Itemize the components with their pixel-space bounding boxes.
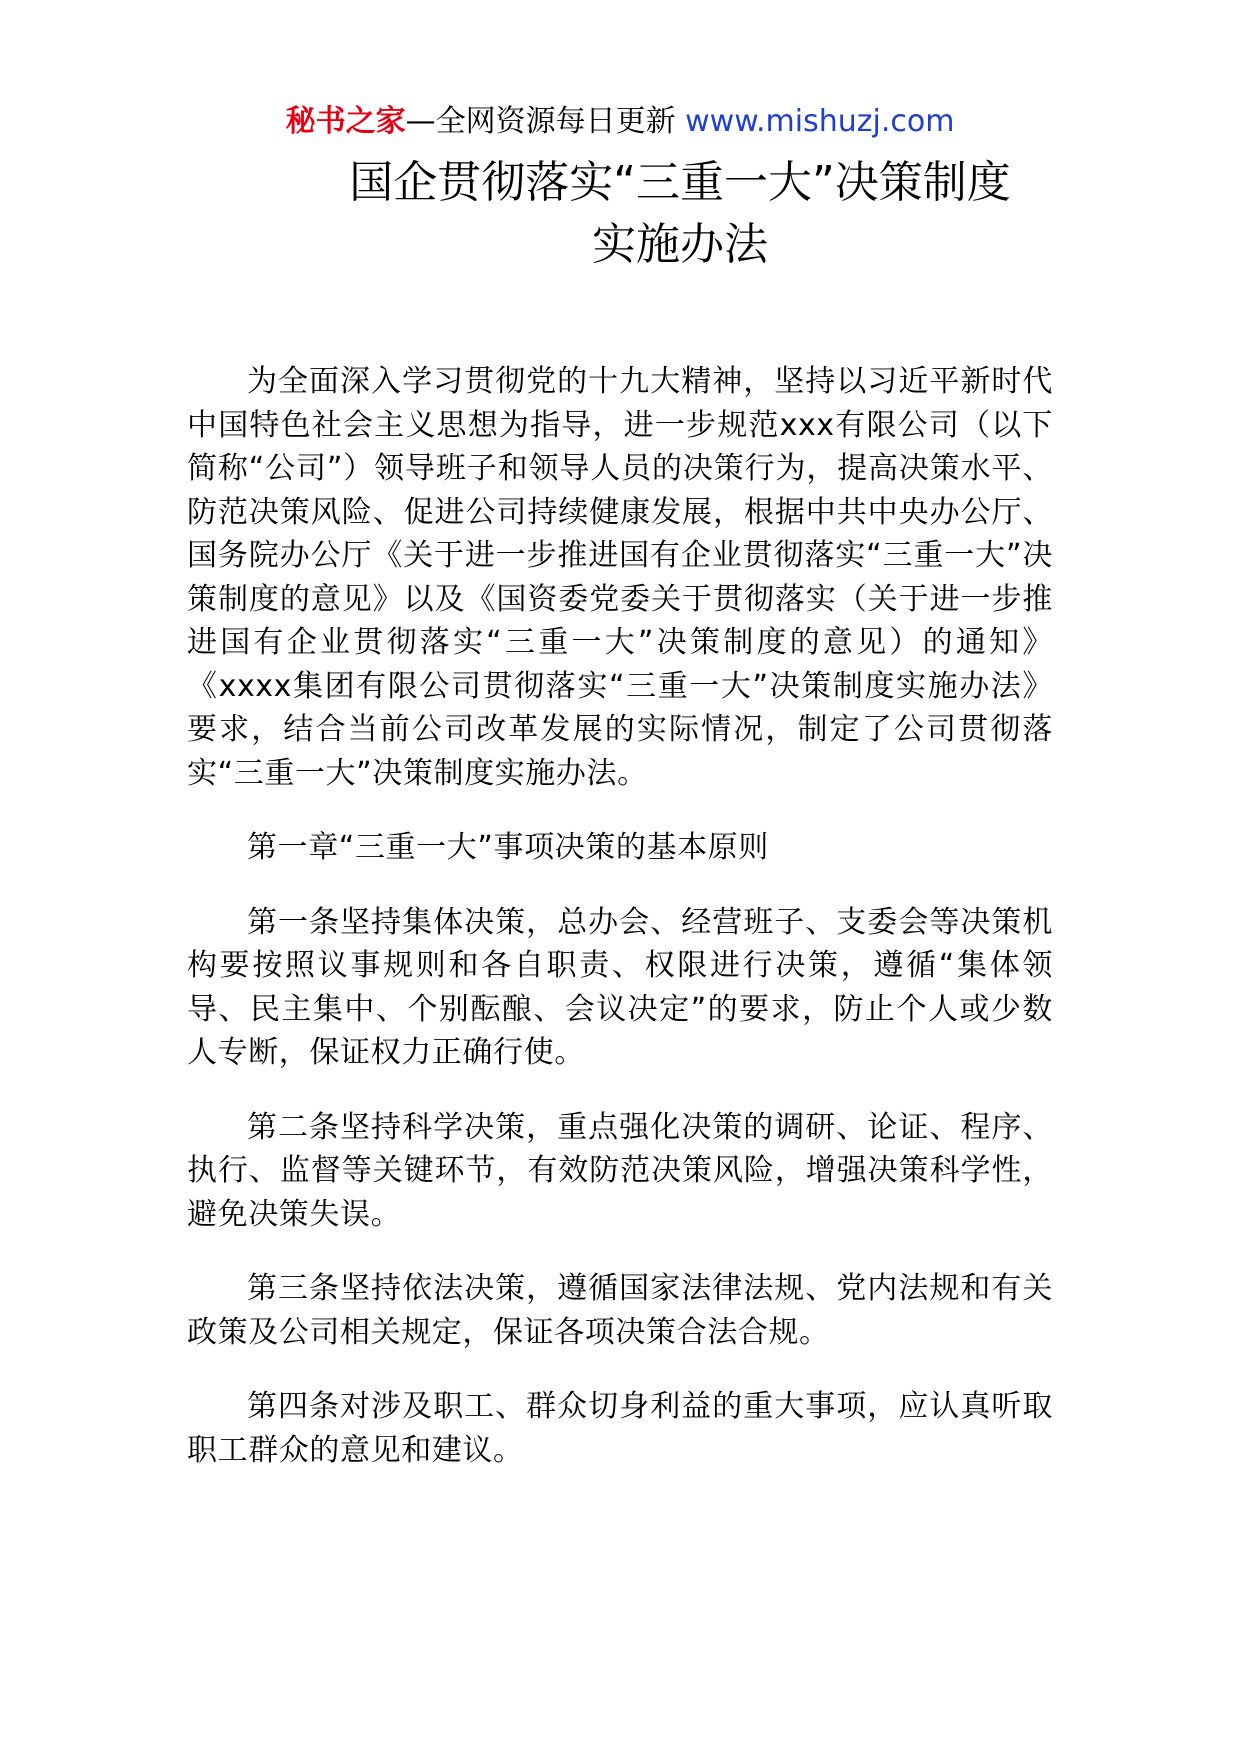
chapter-heading: 第一章“三重一大”事项决策的基本原则 (247, 830, 769, 865)
document-title (240, 152, 1120, 276)
watermark-header (0, 100, 1240, 144)
brand-name: 秘书之家 (285, 104, 406, 139)
article-1: 第一条坚持集体决策，总办会、经营班子、支委会等决策机构要按照议事规则和各自职责、权限进行决策，遵循“集体领导、民主集中、个别酝酿、会议决定”的要求，防止个人或少数人专断，保证权力正确行使。 (187, 904, 1053, 1070)
article-3: 第三条坚持依法决策，遵循国家法律法规、党内法规和有关政策及公司相关规定，保证各项决策合法合规。 (187, 1271, 1053, 1350)
document-body (187, 360, 1053, 1503)
intro-paragraph: 为全面深入学习贯彻党的十九大精神，坚持以习近平新时代中国特色社会主义思想为指导，进一步规范xxx有限公司（以下简称“公司”）领导班子和领导人员的决策行为，提高决策水平、防范决策风险、促进公司持续健康发展，根据中共中央办公厅、国务院办公厅《关于进一步推进国有企业贯彻落实“三重一大”决策制度的意见》以及《国资委党委关于贯彻落实（关于进一步推进国有企业贯彻落实“三重一大”决策制度的意见）的通知》《xxxx集团有限公司贯彻落实“三重一大”决策制度实施办法》要求，结合当前公司改革发展的实际情况，制定了公司贯彻落实“三重一大”决策制度实施办法。 (187, 364, 1053, 791)
site-url-link[interactable]: www.mishuzj.com (685, 104, 955, 139)
header-tagline: —全网资源每日更新 (405, 104, 686, 139)
title-line-2: 实施办法 (592, 219, 768, 270)
article-2: 第二条坚持科学决策，重点强化决策的调研、论证、程序、执行、监督等关键环节，有效防范决策风险，增强决策科学性，避免决策失误。 (187, 1109, 1053, 1232)
title-line-1: 国企贯彻落实“三重一大”决策制度 (349, 157, 1011, 208)
article-4: 第四条对涉及职工、群众切身利益的重大事项，应认真听取职工群众的意见和建议。 (187, 1389, 1053, 1468)
